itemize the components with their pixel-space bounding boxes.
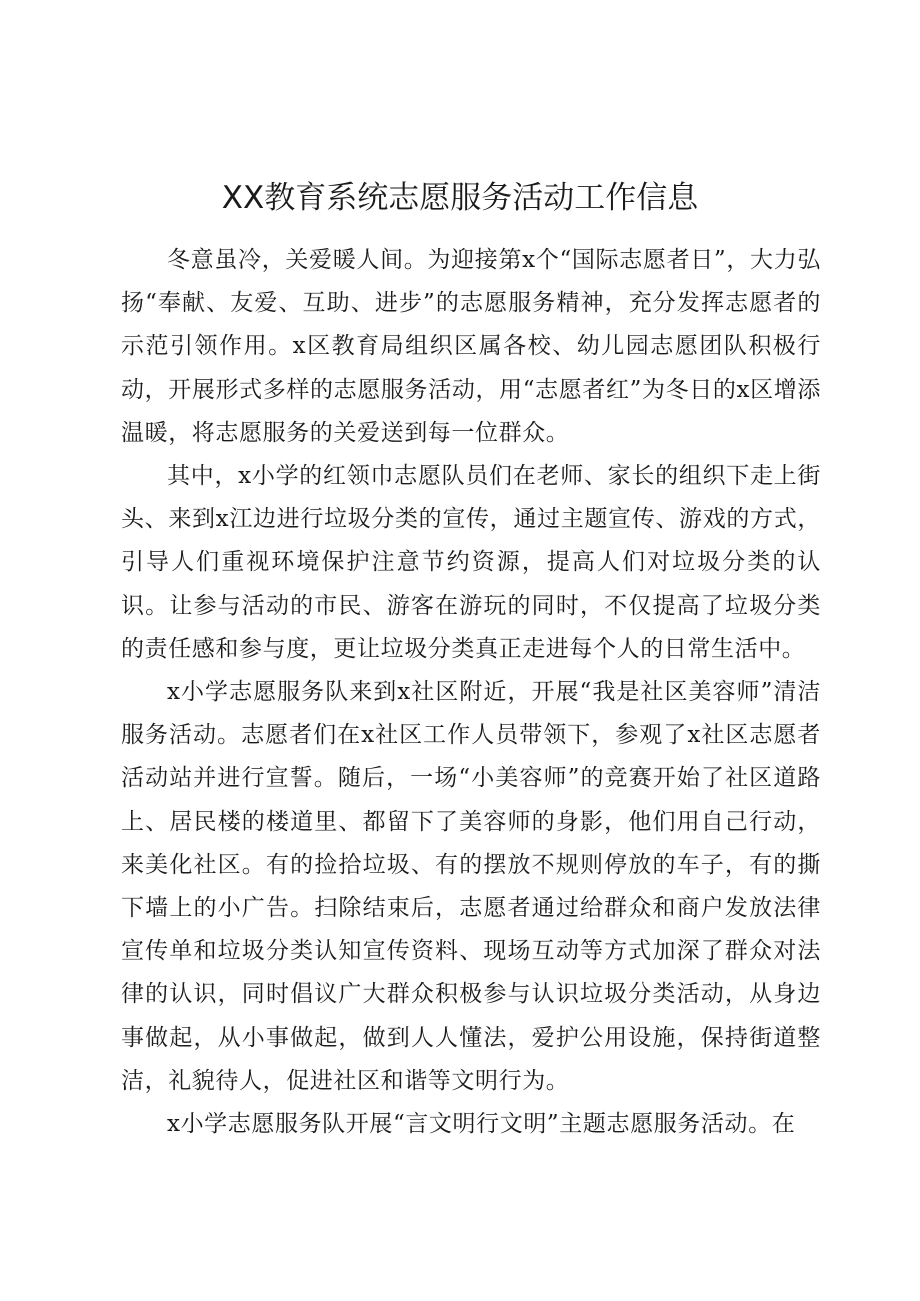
paragraph-3: x小学志愿服务队来到x社区附近，开展“我是社区美容师”清洁服务活动。志愿者们在x社区工作人员带领下，参观了x社区志愿者活动站并进行宣誓。随后，一场“小美容师”的竞赛开始了社区道路上、居民楼的楼道里、都留下了美容师的身影，他们用自己行动，来美化社区。有的捡拾垃圾、有的摆放不规则停放的车子，有的撕下墙上的小广告。扫除结束后，志愿者通过给群众和商户发放法律宣传单和垃圾分类认知宣传资料、现场互动等方式加深了群众对法律的认识，同时倡议广大群众积极参与认识垃圾分类活动，从身边事做起，从小事做起，做到人人懂法，爱护公用设施，保持街道整洁，礼貌待人，促进社区和谐等文明行为。 (121, 679, 821, 1094)
paragraph-2: 其中，x小学的红领巾志愿队员们在老师、家长的组织下走上街头、来到x江边进行垃圾分类的宣传，通过主题宣传、游戏的方式，引导人们重视环境保护注意节约资源，提高人们对垃圾分类的认识。让参与活动的市民、游客在游玩的同时，不仅提高了垃圾分类的责任感和参与度，更让垃圾分类真正走进每个人的日常生活中。 (121, 463, 821, 662)
paragraph-1: 冬意虽冷，关爱暖人间。为迎接第x个“国际志愿者日”，大力弘扬“奉献、友爱、互助、进步”的志愿服务精神，充分发挥志愿者的示范引领作用。x区教育局组织区属各校、幼儿园志愿团队积极行动，开展形式多样的志愿服务活动，用“志愿者红”为冬日的x区增添温暖，将志愿服务的关爱送到每一位群众。 (121, 247, 821, 446)
paragraph-4: x小学志愿服务队开展“言文明行文明”主题志愿服务活动。在 (167, 1111, 796, 1138)
document-title: XX教育系统志愿服务活动工作信息 (221, 180, 699, 216)
document-body (121, 239, 821, 1146)
